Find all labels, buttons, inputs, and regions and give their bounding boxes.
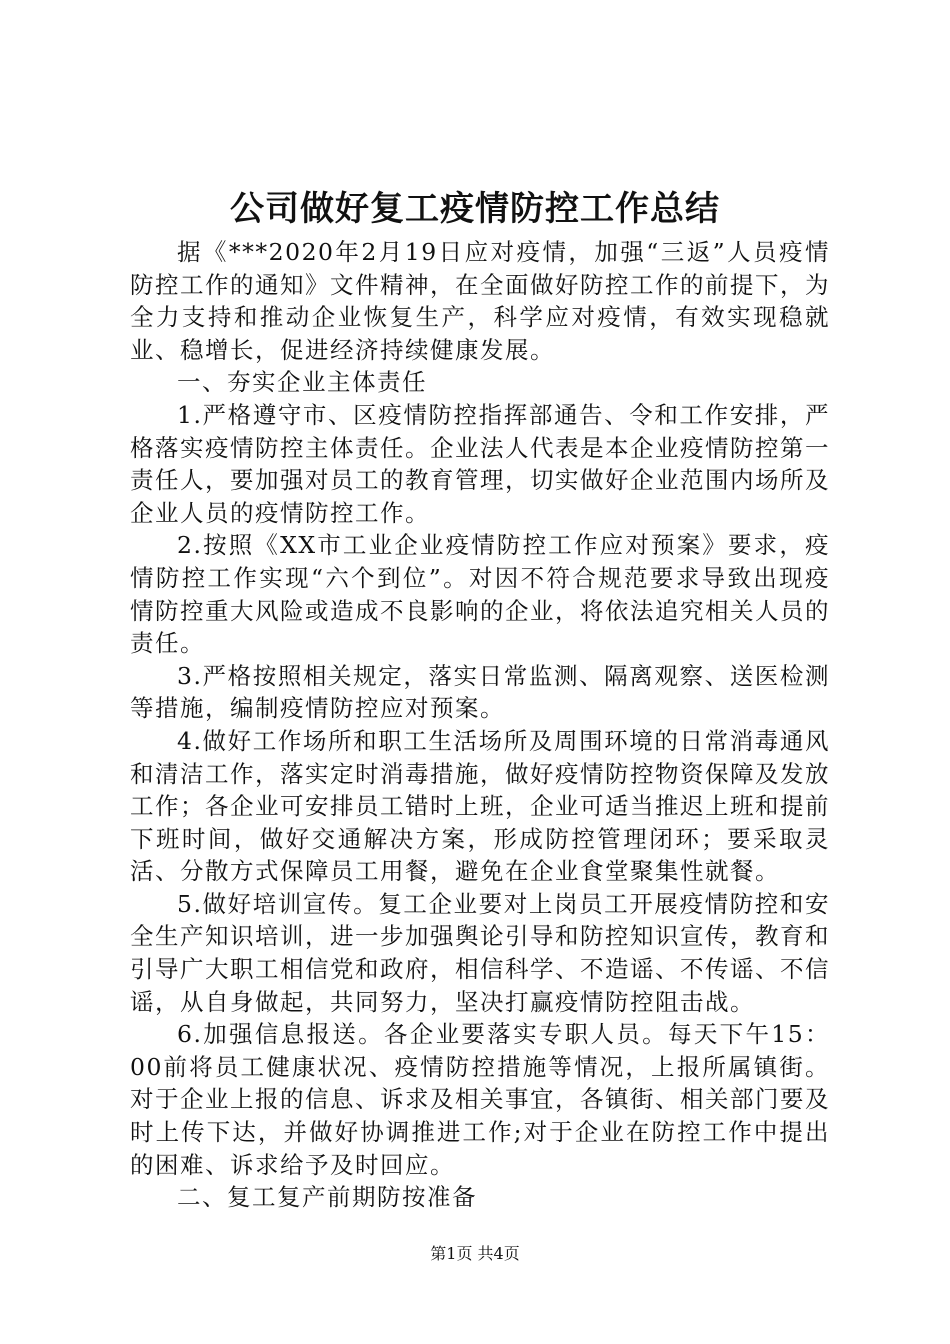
paragraph-intro: 据《***2020年2月19日应对疫情，加强“三返”人员疫情防控工作的通知》文件精神，在全面做好防控工作的前提下，为全力支持和推动企业恢复生产，科学应对疫情，有效实现稳就业、稳增长，促进经济持续健康发展。 (130, 238, 830, 364)
paragraph-item-3: 3.严格按照相关规定，落实日常监测、隔离观察、送医检测等措施，编制疫情防控应对预案。 (130, 661, 830, 723)
section-heading-1: 一、夯实企业主体责任 (177, 368, 427, 397)
paragraph-item-2: 2.按照《XX市工业企业疫情防控工作应对预案》要求，疫情防控工作实现“六个到位”。对因不符合规范要求导致出现疫情防控重大风险或造成不良影响的企业，将依法追究相关人员的责任。 (130, 531, 830, 658)
paragraph-item-1: 1.严格遵守市、区疫情防控指挥部通告、令和工作安排，严格落实疫情防控主体责任。企业法人代表是本企业疫情防控第一责任人，要加强对员工的教育管理，切实做好企业范围内场所及企业人员的疫情防控工作。 (130, 400, 830, 527)
section-heading-2: 二、复工复产前期防按准备 (177, 1183, 477, 1212)
document-title: 公司做好复工疫情防控工作总结 (230, 189, 720, 229)
paragraph-item-5: 5.做好培训宣传。复工企业要对上岗员工开展疫情防控和安全生产知识培训，进一步加强舆论引导和防控知识宣传，教育和引导广大职工相信党和政府，相信科学、不造谣、不传谣、不信谣，从自身做起，共同努力，坚决打赢疫情防控阻击战。 (130, 889, 830, 1016)
page-footer: 第1页 共4页 (430, 1244, 520, 1263)
paragraph-item-6: 6.加强信息报送。各企业要落实专职人员。每天下午15：00前将员工健康状况、疫情防控措施等情况，上报所属镇街。对于企业上报的信息、诉求及相关事宜，各镇街、相关部门要及时上传下达，并做好协调推进工作;对于企业在防控工作中提出的困难、诉求给予及时回应。 (130, 1020, 830, 1179)
document-body (130, 236, 830, 1214)
paragraph-item-4: 4.做好工作场所和职工生活场所及周围环境的日常消毒通风和清洁工作，落实定时消毒措施，做好疫情防控物资保障及发放工作；各企业可安排员工错时上班，企业可适当推迟上班和提前下班时间，做好交通解决方案，形成防控管理闭环；要采取灵活、分散方式保障员工用餐，避免在企业食堂聚集性就餐。 (130, 726, 830, 886)
